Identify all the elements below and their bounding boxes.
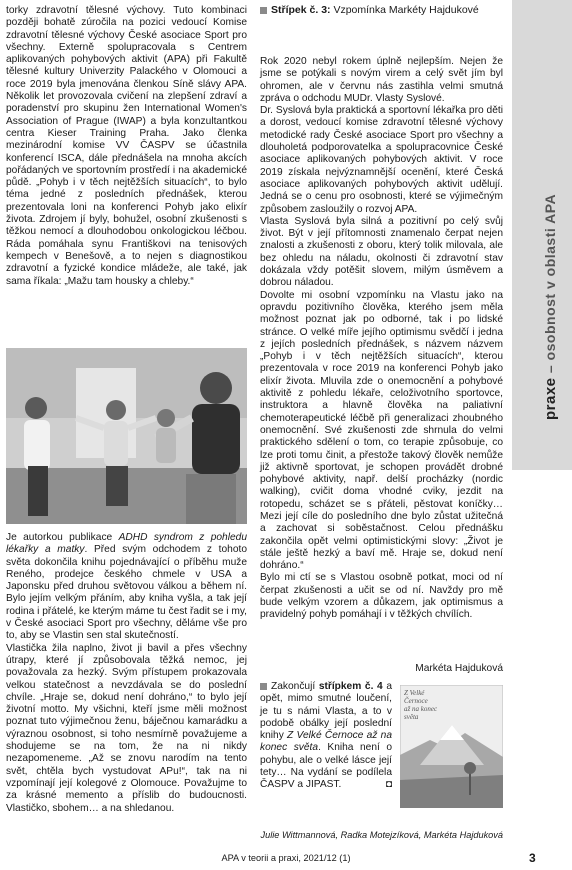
bullet-square-icon [260, 7, 267, 14]
book-title-line-4: světa [404, 713, 419, 721]
right-column [260, 56, 503, 622]
authors-line: Julie Wittmannová, Radka Motejzíková, Markéta Hajduková [260, 830, 503, 840]
heading-prefix: Střípek č. 3: [271, 4, 331, 16]
book-title-line-1: Z Velké [404, 689, 425, 697]
right-paragraph-3: Vlasta Syslová byla silná a pozitivní po celý svůj život. Být v její přítomnosti znamenalo čerpat nejen znalosti a zkušenosti z oboru, který tolik milovala, ale bez ohledu na náladu, okolnosti či zdravotní stav dokázala vždy potěšit slovem, milým úsměvem a dobrou náladou. [260, 215, 503, 289]
closing-text-1: Zakončují [271, 681, 319, 692]
left-paragraph-1: torky zdravotní tělesné výchovy. Tuto kombinaci později bohatě zúročila na pozici vedoucí Komise zdravotní tělesné výchovy České asociace Sport pro všechny. Externě spolupracovala s Centrem aplikovaných pohybových aktivit (APA) při Fakultě tělesné kultury Univerzity Palackého v Olomouci a roce 2019 byla jmenována členkou Síně slávy APA. Několik let provozovala cvičení na zlepšení zdraví a poradenství pro skupinu žen International Women's Association of Prague (IWAP) a byla konzultantkou centra Kieser Training Praha. Jako členka mezinárodní komise VV ČASPV se účastnila konferencí ISCA, dále přednášela na mnoha akcích pořádaných ve sportovním prostředí i na akademické půdě. „Pohyb i v těch nejtěžších situacích“, to bylo téma jedné z posledních přednášek, kterou prezentovala loni na konferenci Pohyb jako elixír života. Zdrojem jí byly, bohužel, osobní zkušenosti s těžkou nemocí a dlouhodobou onkologickou léčbou. Ráda pomáhala synu Františkovi na tenisových kempech v Benešově, a to nejen s diagnostikou zdravotní a fyzické kondice mládeže, ale také, jak sama říkala: „Mažu tam housky a chleby.“ [6, 5, 247, 287]
left-paragraph-2 [6, 532, 247, 643]
heading-title: Vzpomínka Markéty Hajdukové [330, 4, 479, 16]
closing-bold: střípkem č. 4 [318, 681, 383, 692]
page-footer: APA v teorii a praxi, 2021/12 (1) [221, 853, 351, 863]
section-main-label: praxe [542, 377, 559, 420]
book-title-line-3: až na konec [404, 705, 438, 713]
end-mark-icon: ◘ [385, 779, 392, 791]
page-number: 3 [529, 851, 536, 865]
signature: Markéta Hajduková [415, 663, 503, 674]
section-label [542, 194, 559, 420]
book-title-line-2: Černoce [404, 697, 428, 705]
section-sub-label: – osobnost v oblasti APA [542, 193, 558, 378]
exercise-class-photo [6, 348, 247, 524]
right-paragraph-2: Dr. Syslová byla praktická a sportovní lékařka pro děti a dorost, vedoucí komise zdravotní tělesné výchovy metodické rady České asociace Sport pro všechny a dlouholetá podporovatelka a spolupracovnice České asociace aplikovaných pohybových aktivit. V roce 2019 získala nejvýznamnější ocenění, které Česká asociace aplikovaných pohybových aktivit udělují. Jedná se o cenu pro osobnosti, které se výjimečným způsobem zasloužily o rozvoj APA. [260, 105, 503, 215]
p2-text-a: Je autorkou publikace [6, 532, 119, 543]
closing-box [260, 681, 392, 792]
book-title-adhd: ADHD syndrom z pohledu lékařky a matky [6, 532, 247, 556]
p2-text-b: . Před svým odchodem z tohoto světa dokončila knihu pojednávající o příběhu muže Reného, prodejce českého chmele v USA a Japonsku před druhou světovou válkou a během ní. Bylo jejím velkým přáním, aby kniha vyšla, a tak její rodina i přátelé, ke kterým máme tu čest řadit se i my, v České asociaci Sport pro všechny, děláme vše pro to, aby se Vlastin sen stal skutečností. [6, 544, 248, 642]
closing-text-3: . Kniha není o pohybu, ale o velké lásce její tety… Na vydání se podílela ČASPV a JIPAST. [260, 742, 392, 791]
left-column [6, 5, 247, 288]
right-paragraph-1: Rok 2020 nebyl rokem úplně nejlepším. Nejen že jsme se potýkali s novým virem a celý svět jím byl ohromen, ale v červnu nás zastihla velmi smutná zpráva o odchodu MUDr. Vlasty Syslové. [260, 56, 503, 104]
left-paragraph-3: Vlastička žila naplno, život ji bavil a přes všechny útrapy, které jí způsobovala těžká nemoc, jej považovala za hezký. Svým přístupem prokazovala velkou statečnost a nevzdávala se do poslední chvíle. „Hraje se, dokud není dohráno,“ to bylo její životní motto. My všichni, kteří jsme měli možnost poznat tuto výjimečnou ženu, báječnou kamarádku a výraznou osobnost, si toho nesmírně považujeme a shodujeme se na tom, že na ni nikdy nezapomeneme. „Až se znovu narodím na tento svět, chtěla bych vystudovat APu!“, tak na ni vzpomínají její kolegové z Olomouce. Považujme to za krásné memento a příslib do budoucnosti. Vlastičko, sbohem… a na shledanou. [6, 642, 247, 814]
right-paragraph-4: Dovolte mi osobní vzpomínku na Vlastu jako na opravdu pozitivního člověka, kterého jsem měla možnost poznat jak po odborné, tak i po lidské stránce. O velké míře jejího optimismu svědčí i jedna z jejích posledních přednášek, s názvem názvem „Pohyb i v těch nejtěžších situacích“, kterou prezentovala v roce 2019 na konferenci Pohyb jako elixír života. Mluvila zde o onemocnění a pohybové aktivitě z pohledu lékaře, celoživotního sportovce, instruktora a hlavně člověka na paliativní chemoterapeutické léčbě při generalizaci zhoubného onemocnění. Své zkušenosti zde shrnula do velmi praktického sdělení o tom, co terapie způsobuje, co lze proti tomu činit, a přestože takový člověk nemůže již aktivně sportovat, je schopen provádět drobné pohybové aktivity, např. delší procházky (nordic walking), cvičit doma vhodné cviky, jezdit na rotopedu, scházet se s přáteli, pěstovat koníčky… Mezi její cíle do posledního dne bylo zůstat užitečná a zachovat si soběstačnost. Celou přednášku zakončila opět velmi optimistickými slovy: „Život je stále ještě hezký a baví mě. Hraje se, dokud není dohráno.“ [260, 289, 503, 572]
bullet-square-icon [260, 683, 267, 690]
closing-text-2: a opět, mimo smutné loučení, je tu s námi Vlasta, a to v podobě obálky její poslední knihy [260, 681, 393, 742]
strip-3-heading [260, 4, 510, 17]
right-paragraph-5: Bylo mi ctí se s Vlastou osobně potkat, moci od ní čerpat zkušenosti a učit se od ní. Navždy pro mě bude velkým vzorem a důkazem, jak optimismus a pravidelný pohyb pomáhají i v těžkých chvílích. [260, 572, 503, 621]
closing-book-title: Z Velké Černoce až na konec světa [260, 730, 392, 754]
left-column-lower [6, 532, 247, 815]
book-cover [400, 685, 503, 808]
